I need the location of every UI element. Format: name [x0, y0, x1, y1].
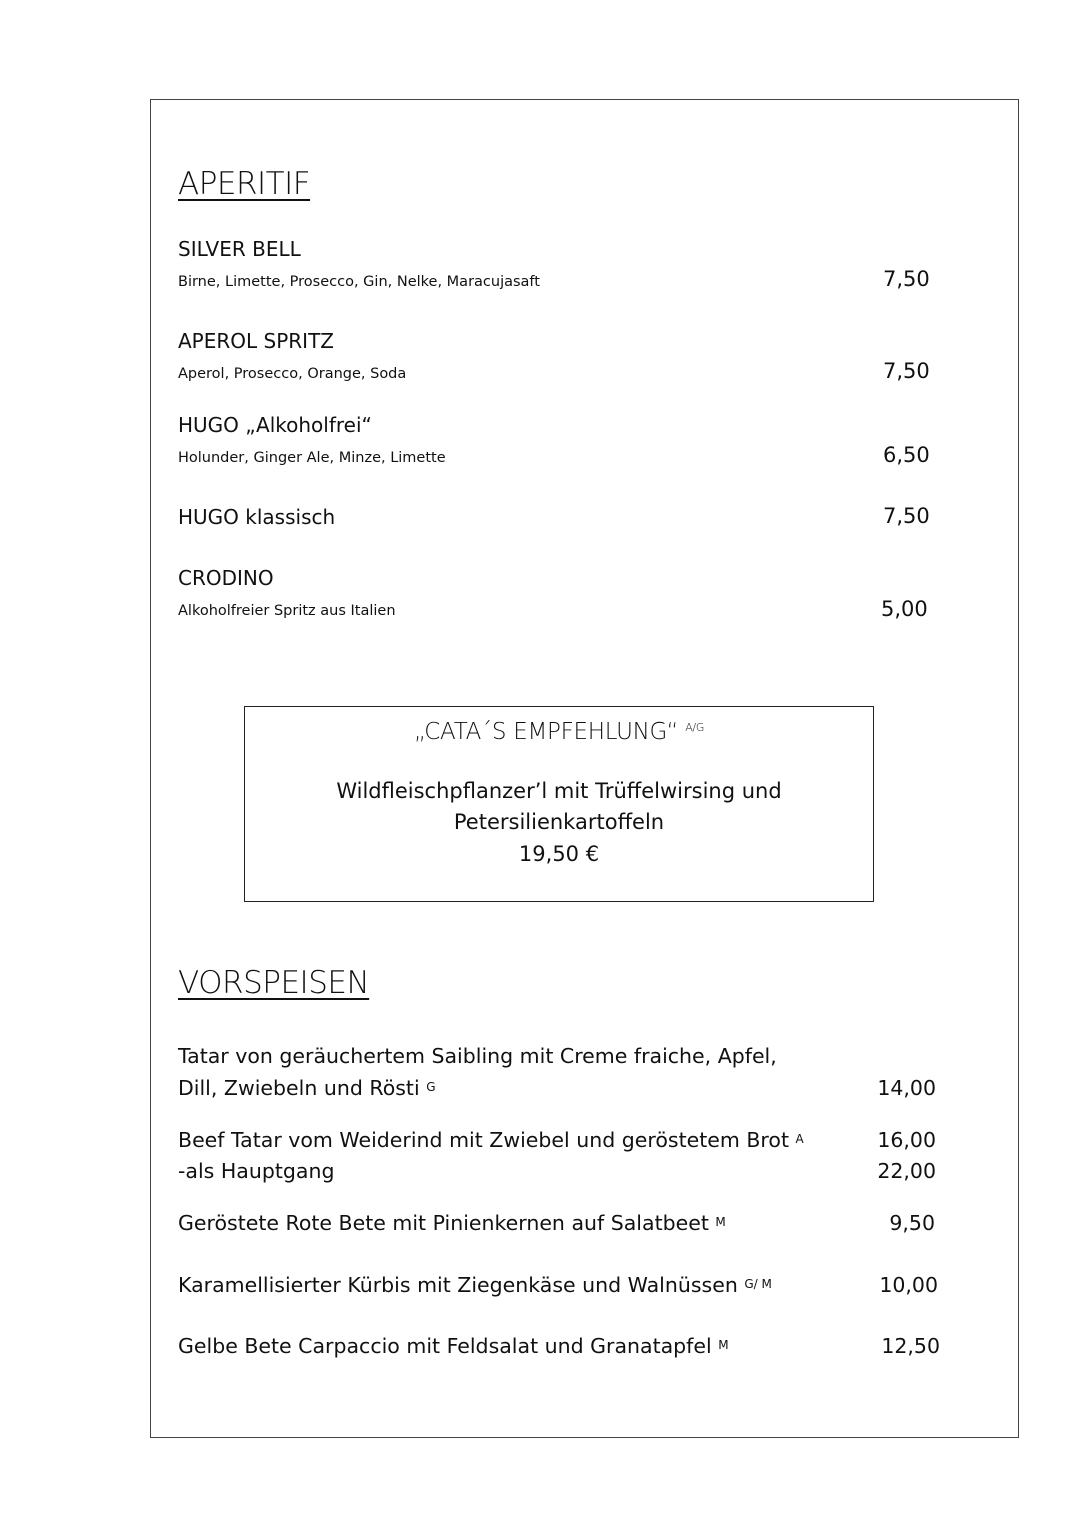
dish-kuerbis	[178, 1273, 772, 1297]
item-price-silver-bell: 7,50	[883, 267, 930, 291]
dish-rote-bete-price: 9,50	[889, 1211, 935, 1235]
dish-gelbe-bete-allergens: M	[718, 1338, 729, 1352]
item-name-silver-bell: SILVER BELL	[178, 237, 301, 261]
dish-beef-tatar-text: Beef Tatar vom Weiderind mit Zwiebel und geröstetem Brot	[178, 1128, 789, 1152]
item-price-crodino: 5,00	[881, 597, 928, 621]
item-name-aperol-spritz: APEROL SPRITZ	[178, 329, 334, 353]
dish-saibling-price: 14,00	[877, 1076, 936, 1100]
dish-rote-bete-allergens: M	[715, 1215, 726, 1229]
item-price-aperol-spritz: 7,50	[883, 359, 930, 383]
item-price-hugo-klassisch: 7,50	[883, 504, 930, 528]
dish-rote-bete	[178, 1211, 726, 1235]
aperitif-title: APERITIF	[178, 166, 311, 202]
dish-beef-tatar-main-price: 22,00	[877, 1159, 936, 1183]
vorspeisen-title: VORSPEISEN	[178, 965, 370, 1001]
dish-gelbe-bete	[178, 1334, 729, 1358]
recommendation-title-text: „CATA´S EMPFEHLUNG“	[413, 719, 679, 745]
item-desc-silver-bell: Birne, Limette, Prosecco, Gin, Nelke, Maracujasaft	[178, 274, 540, 290]
dish-saibling-line-2	[178, 1076, 436, 1100]
dish-beef-tatar-price: 16,00	[877, 1128, 936, 1152]
item-desc-hugo-alkoholfrei: Holunder, Ginger Ale, Minze, Limette	[178, 450, 446, 466]
recommendation-title	[245, 719, 873, 745]
recommendation-allergens: A/G	[685, 721, 705, 734]
dish-beef-tatar-main-label: -als Hauptgang	[178, 1159, 335, 1183]
dish-gelbe-bete-price: 12,50	[881, 1334, 940, 1358]
dish-kuerbis-text: Karamellisierter Kürbis mit Ziegenkäse und Walnüssen	[178, 1273, 738, 1297]
item-name-hugo-klassisch: HUGO klassisch	[178, 505, 336, 529]
dish-beef-tatar	[178, 1128, 804, 1152]
item-name-hugo-alkoholfrei: HUGO „Alkoholfrei“	[178, 413, 372, 437]
dish-beef-tatar-allergens: A	[795, 1132, 804, 1146]
dish-gelbe-bete-text: Gelbe Bete Carpaccio mit Feldsalat und Granatapfel	[178, 1334, 712, 1358]
recommendation-line-1: Wildfleischpflanzer’l mit Trüffelwirsing und	[336, 779, 782, 803]
recommendation-box	[244, 706, 874, 902]
dish-saibling-line-1: Tatar von geräuchertem Saibling mit Creme fraiche, Apfel,	[178, 1044, 777, 1068]
recommendation-line-2: Petersilienkartoffeln	[453, 810, 665, 834]
dish-saibling-line-2-text: Dill, Zwiebeln und Rösti	[178, 1076, 420, 1100]
dish-kuerbis-allergens: G/ M	[744, 1277, 772, 1291]
item-desc-crodino: Alkoholfreier Spritz aus Italien	[178, 603, 396, 619]
item-desc-aperol-spritz: Aperol, Prosecco, Orange, Soda	[178, 366, 407, 382]
dish-kuerbis-price: 10,00	[879, 1273, 938, 1297]
dish-rote-bete-text: Geröstete Rote Bete mit Pinienkernen auf Salatbeet	[178, 1211, 709, 1235]
item-name-crodino: CRODINO	[178, 566, 274, 590]
item-price-hugo-alkoholfrei: 6,50	[883, 443, 930, 467]
dish-saibling-allergens: G	[426, 1080, 436, 1094]
recommendation-price: 19,50 €	[518, 842, 600, 866]
